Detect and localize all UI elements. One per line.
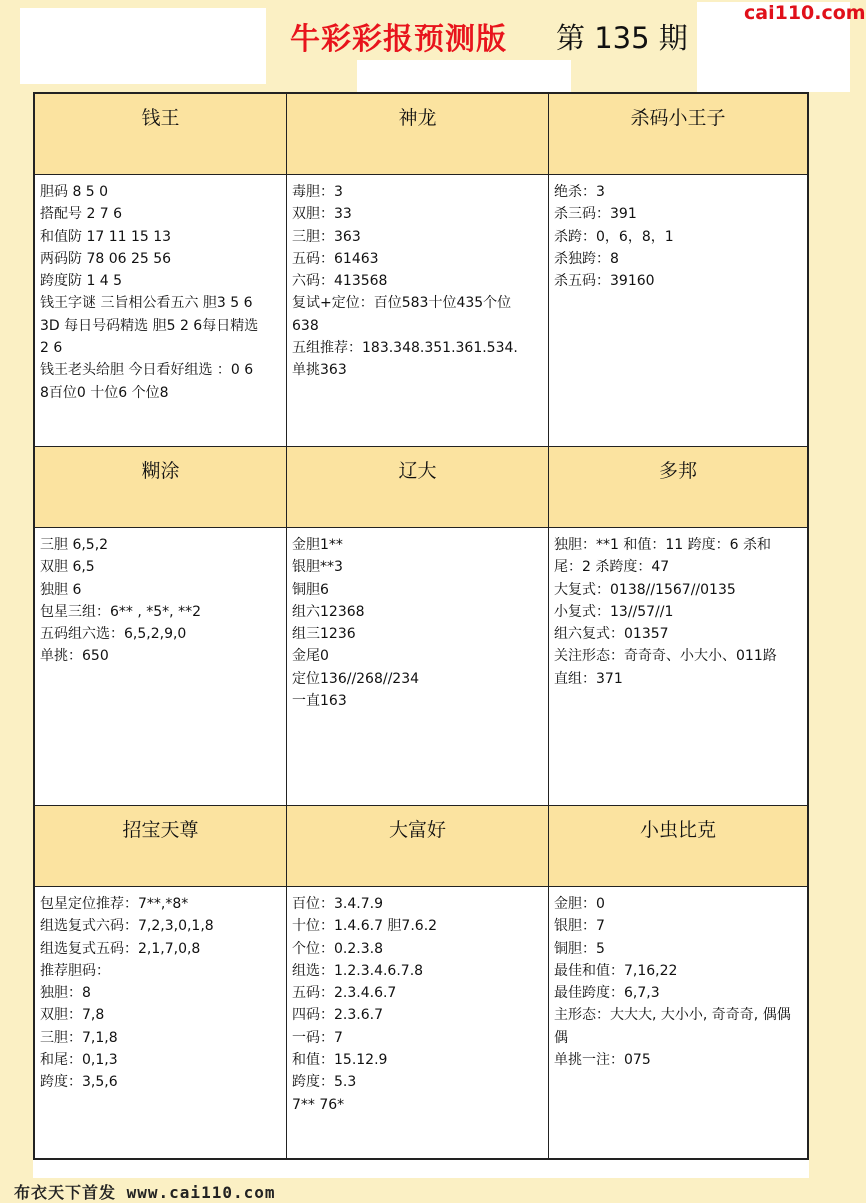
prediction-line: 跨度防 1 4 5 — [40, 273, 123, 290]
prediction-line: 7** 76* — [292, 1096, 345, 1113]
prediction-line: 铜胆：5 — [554, 940, 605, 957]
prediction-line: 一码：7 — [292, 1029, 343, 1046]
section-header: 糊涂 — [35, 447, 287, 528]
section-header: 招宝天尊 — [35, 806, 287, 887]
prediction-line: 单挑：650 — [40, 648, 109, 665]
prediction-line: 跨度：5.3 — [292, 1074, 357, 1091]
prediction-line: 银胆**3 — [292, 559, 343, 576]
prediction-line: 三胆 6,5,2 — [40, 537, 109, 553]
prediction-line: 单挑363 — [292, 362, 347, 379]
prediction-line: 独胆 6 — [40, 581, 82, 598]
prediction-line: 包星三组：6** , *5*, **2 — [40, 603, 201, 620]
footer-source: 布衣天下首发 www.cai110.com — [14, 1183, 276, 1202]
section-header: 辽大 — [287, 447, 549, 528]
prediction-line: 组选复式六码：7,2,3,0,1,8 — [40, 918, 214, 935]
prediction-line: 组选复式五码：2,1,7,0,8 — [40, 940, 201, 957]
prediction-line: 绝杀：3 — [554, 184, 605, 200]
prediction-line: 推荐胆码： — [40, 962, 110, 979]
prediction-line: 银胆：7 — [554, 918, 605, 935]
prediction-line: 关注形态：奇奇奇、小大小、011路 — [554, 648, 777, 665]
prediction-line: 杀五码：39160 — [554, 273, 655, 290]
prediction-line: 双胆：33 — [292, 206, 352, 223]
bottom-white-strip — [33, 1160, 809, 1178]
section-header: 杀码小王子 — [549, 94, 807, 175]
prediction-line: 五组推荐：183.348.351.361.534. — [292, 340, 518, 357]
site-watermark[interactable]: cai110.com — [744, 2, 866, 24]
prediction-line: 杀跨：0，6，8，1 — [554, 228, 674, 245]
prediction-grid — [33, 92, 809, 1160]
prediction-line: 2 6 — [40, 340, 63, 357]
prediction-line: 小复式：13//57//1 — [554, 603, 674, 620]
prediction-line: 独胆：**1 和值：11 跨度：6 杀和 — [554, 537, 771, 553]
prediction-line: 个位：0.2.3.8 — [292, 940, 383, 957]
prediction-line: 跨度：3,5,6 — [40, 1074, 118, 1091]
prediction-line: 百位：3.4.7.9 — [292, 896, 383, 912]
prediction-line: 偶 — [554, 1029, 568, 1046]
prediction-line: 金尾0 — [292, 648, 329, 665]
prediction-line: 组六复式：01357 — [554, 626, 669, 643]
prediction-line: 双胆 6,5 — [40, 559, 95, 576]
prediction-line: 胆码 8 5 0 — [40, 184, 109, 200]
prediction-line: 最佳跨度：6,7,3 — [554, 985, 660, 1002]
page-title: 牛彩彩报预测版 — [290, 22, 507, 57]
prediction-line: 638 — [292, 317, 319, 334]
prediction-line: 十位：1.4.6.7 胆7.6.2 — [292, 918, 438, 935]
prediction-line: 三胆：7,1,8 — [40, 1029, 118, 1046]
prediction-line: 大复式：0138//1567//0135 — [554, 581, 736, 598]
prediction-line: 五码：2.3.4.6.7 — [292, 985, 397, 1002]
issue-number: 第 135 期 — [556, 21, 688, 55]
prediction-line: 尾：2 杀跨度：47 — [554, 559, 670, 576]
section-body — [287, 887, 549, 1158]
prediction-line: 搭配号 2 7 6 — [40, 206, 123, 223]
section-body — [549, 528, 807, 806]
prediction-line: 单挑一注：075 — [554, 1052, 651, 1069]
section-header: 钱王 — [35, 94, 287, 175]
prediction-line: 三胆：363 — [292, 228, 361, 245]
prediction-line: 和尾：0,1,3 — [40, 1052, 118, 1069]
prediction-line: 钱王老头给胆 今日看好组选 ：0 6 — [40, 362, 254, 379]
section-body — [549, 175, 807, 447]
section-header: 小虫比克 — [549, 806, 807, 887]
section-body — [549, 887, 807, 1158]
prediction-line: 金胆1** — [292, 537, 343, 553]
prediction-line: 主形态：大大大, 大小小, 奇奇奇, 偶偶 — [554, 1007, 791, 1024]
prediction-line: 毒胆：3 — [292, 184, 343, 200]
section-body — [35, 175, 287, 447]
prediction-line: 金胆：0 — [554, 896, 605, 912]
section-body — [287, 528, 549, 806]
prediction-line: 五码组六选：6,5,2,9,0 — [40, 626, 187, 643]
prediction-line: 四码：2.3.6.7 — [292, 1007, 383, 1024]
prediction-line: 复试+定位：百位583十位435个位 — [292, 295, 512, 312]
top-left-blank — [20, 8, 266, 84]
prediction-line: 组选：1.2.3.4.6.7.8 — [292, 962, 424, 979]
prediction-line: 五码：61463 — [292, 250, 379, 267]
prediction-line: 一直163 — [292, 693, 347, 710]
prediction-line: 最佳和值：7,16,22 — [554, 962, 678, 979]
prediction-line: 和值：15.12.9 — [292, 1052, 388, 1069]
prediction-line: 8百位0 十位6 个位8 — [40, 384, 169, 401]
section-body — [35, 887, 287, 1158]
section-header: 多邦 — [549, 447, 807, 528]
prediction-line: 3D 每日号码精选 胆5 2 6每日精选 — [40, 317, 259, 334]
section-body — [287, 175, 549, 447]
prediction-line: 两码防 78 06 25 56 — [40, 250, 172, 267]
prediction-line: 六码：413568 — [292, 273, 388, 290]
prediction-line: 组三1236 — [292, 626, 356, 643]
prediction-line: 杀三码：391 — [554, 206, 637, 223]
prediction-line: 和值防 17 11 15 13 — [40, 228, 172, 245]
top-mid-blank — [357, 60, 571, 92]
prediction-line: 包星定位推荐：7**,*8* — [40, 896, 189, 912]
prediction-line: 独胆：8 — [40, 985, 91, 1002]
prediction-line: 杀独跨：8 — [554, 250, 619, 267]
prediction-line: 直组：371 — [554, 670, 623, 687]
section-header: 大富好 — [287, 806, 549, 887]
prediction-line: 定位136//268//234 — [292, 670, 420, 687]
section-header: 神龙 — [287, 94, 549, 175]
prediction-line: 钱王字谜 三旨相公看五六 胆3 5 6 — [40, 295, 253, 312]
prediction-line: 双胆：7,8 — [40, 1007, 105, 1024]
prediction-line: 组六12368 — [292, 603, 365, 620]
prediction-line: 铜胆6 — [292, 581, 329, 598]
section-body — [35, 528, 287, 806]
